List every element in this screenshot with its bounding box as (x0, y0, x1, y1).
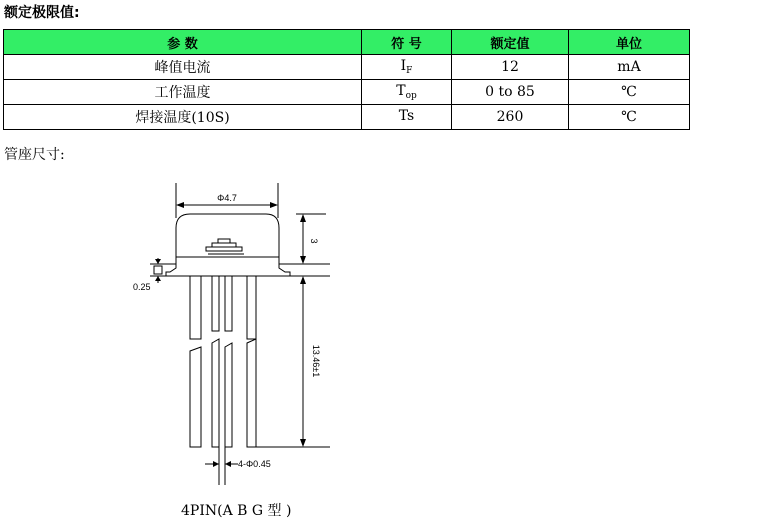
diameter-dimension (176, 183, 278, 218)
cell-unit: ℃ (569, 105, 690, 130)
pin-dimension (205, 447, 271, 485)
ratings-title: 额定极限值: (4, 5, 80, 21)
cell-value: 12 (452, 55, 569, 80)
cap-height-label: 3 (309, 238, 319, 244)
dimensions-title: 管座尺寸: (4, 147, 65, 163)
symbol-sub: op (405, 91, 417, 101)
flange-label: 0.25 (133, 282, 151, 292)
diameter-label: Φ4.7 (217, 193, 237, 203)
flange-dimension (133, 258, 162, 292)
symbol-sub: F (406, 66, 413, 76)
chip (206, 239, 244, 254)
header-unit: 单位 (569, 30, 690, 55)
header-param: 参 数 (4, 30, 362, 55)
cell-param: 峰值电流 (4, 55, 362, 80)
cell-unit: mA (569, 55, 690, 80)
symbol-main: Ts (398, 108, 415, 124)
header-value: 额定值 (452, 30, 569, 55)
symbol-main: I (400, 58, 407, 74)
leads (190, 276, 256, 447)
cell-value: 0 to 85 (452, 80, 569, 105)
cell-param: 工作温度 (4, 80, 362, 105)
package-caption: 4PIN(A B G 型 ) (181, 503, 292, 519)
lead-length-label: 13.46±1 (311, 344, 321, 378)
cell-param: 焊接温度(10S) (4, 105, 362, 130)
pin-label: 4-Φ0.45 (238, 459, 271, 469)
lead-length-dimension (256, 276, 330, 447)
cell-value: 260 (452, 105, 569, 130)
cell-unit: ℃ (569, 80, 690, 105)
header-flange (150, 264, 330, 276)
cap-height-dimension (296, 214, 326, 264)
symbol-main: T (396, 83, 406, 99)
header-symbol: 符 号 (362, 30, 452, 55)
